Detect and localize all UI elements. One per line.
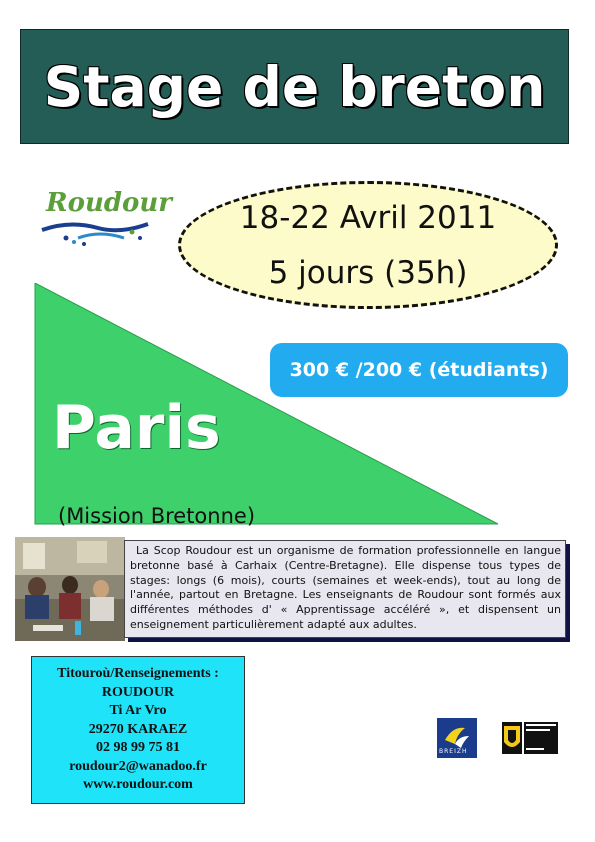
roudour-logo (40, 186, 172, 250)
conseil-general-finistere-logo (500, 718, 560, 758)
contact-heading: Titouroù/Renseignements : (57, 666, 219, 682)
contact-box (31, 656, 245, 804)
page-title: Stage de breton (43, 54, 546, 119)
classroom-photo (15, 537, 125, 641)
city-name: Paris (52, 393, 221, 463)
contact-website[interactable]: www.roudour.com (83, 777, 193, 793)
roudour-logo-text: Roudour (46, 188, 172, 218)
contact-street: Ti Ar Vro (109, 703, 167, 719)
title-banner (20, 29, 569, 144)
region-bretagne-logo (437, 718, 477, 758)
description-text: La Scop Roudour est un organisme de formation professionnelle en langue bretonne basé à Carhaix (Centre-Bretagne). Elle dispense tous types de stages: longs (6 mois), courts (semaines et week-ends), tout au long de l'année, partout en Bretagne. Les enseignants de Roudour sont formés aux différentes méthodes d' « Apprentissage accéléré », et dispensent un enseignement particulièrement adapté aux adultes. (130, 544, 561, 631)
contact-email[interactable]: roudour2@wanadoo.fr (69, 758, 207, 774)
dates-line-1: 18-22 Avril 2011 (239, 200, 497, 236)
contact-phone: 02 98 99 75 81 (96, 740, 180, 756)
price-text: 300 € /200 € (étudiants) (289, 359, 549, 381)
venue-name: (Mission Bretonne) (58, 504, 256, 528)
region-bretagne-logo-text: BREIZH (439, 748, 468, 755)
description-box (124, 540, 566, 638)
contact-city: 29270 KARAEZ (88, 721, 188, 737)
price-badge (270, 343, 568, 397)
contact-org: ROUDOUR (101, 684, 175, 700)
dates-line-2: 5 jours (35h) (268, 255, 468, 291)
